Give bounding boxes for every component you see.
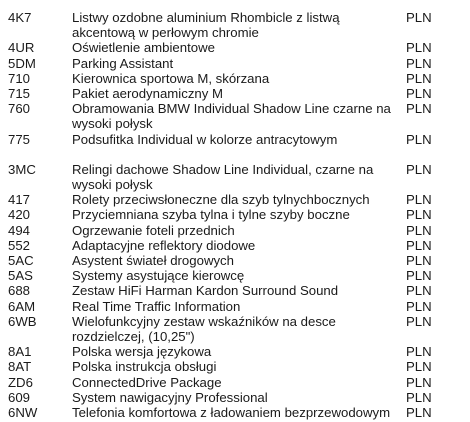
option-currency: PLN: [406, 359, 432, 375]
option-code: ZD6: [8, 374, 33, 390]
option-currency: PLN: [406, 405, 432, 421]
option-code: 3MC: [8, 161, 36, 177]
list-item: [0, 344, 470, 359]
option-currency: PLN: [406, 207, 432, 223]
option-code: 6AM: [8, 298, 36, 314]
option-currency: PLN: [406, 86, 432, 102]
option-description: Polska wersja językowa: [72, 344, 212, 360]
option-currency: PLN: [406, 389, 432, 405]
option-code: 552: [8, 237, 31, 253]
list-item: [0, 299, 470, 314]
option-description: Pakiet aerodynamiczny M: [72, 86, 223, 102]
option-currency: PLN: [406, 237, 432, 253]
option-currency: PLN: [406, 298, 432, 314]
list-item: [0, 283, 470, 298]
list-item: [0, 207, 470, 222]
option-description: Przyciemniana szyba tylna i tylne szyby boczne: [72, 207, 350, 223]
list-item: [0, 268, 470, 283]
list-item: [0, 86, 470, 101]
option-code: 6NW: [8, 405, 38, 421]
list-item: [0, 359, 470, 374]
option-code: 4UR: [8, 40, 35, 56]
list-item: [0, 375, 470, 390]
list-item: [0, 71, 470, 86]
option-code: 420: [8, 207, 31, 223]
option-currency: PLN: [406, 101, 432, 117]
option-code: 5AC: [8, 253, 34, 269]
option-code: 6WB: [8, 313, 37, 329]
option-description: Ogrzewanie foteli przednich: [72, 222, 235, 238]
list-item: [0, 390, 470, 405]
option-description: Polska instrukcja obsługi: [72, 359, 217, 375]
option-description: Wielofunkcyjny zestaw wskaźników na desce rozdzielczej, (10,25"): [72, 313, 336, 345]
option-code: 417: [8, 192, 31, 208]
list-item: [0, 238, 470, 253]
option-description: ConnectedDrive Package: [72, 374, 222, 390]
list-item: [0, 192, 470, 207]
equipment-list: [0, 10, 470, 420]
list-item: [0, 223, 470, 238]
option-description: Systemy asystujące kierowcę: [72, 268, 245, 284]
option-code: 8AT: [8, 359, 32, 375]
option-currency: PLN: [406, 253, 432, 269]
option-currency: PLN: [406, 283, 432, 299]
option-description: System nawigacyjny Professional: [72, 389, 268, 405]
option-description: Rolety przeciwsłoneczne dla szyb tylnychbocznych: [72, 192, 370, 208]
list-item: [0, 132, 470, 147]
option-code: 5AS: [8, 268, 33, 284]
option-currency: PLN: [406, 344, 432, 360]
option-code: 715: [8, 86, 31, 102]
option-currency: PLN: [406, 222, 432, 238]
option-code: 8A1: [8, 344, 32, 360]
option-description: Oświetlenie ambientowe: [72, 40, 215, 56]
option-description: Adaptacyjne reflektory diodowe: [72, 237, 256, 253]
list-item: [0, 253, 470, 268]
option-currency: PLN: [406, 40, 432, 56]
option-description: Zestaw HiFi Harman Kardon Surround Sound: [72, 283, 339, 299]
option-currency: PLN: [406, 70, 432, 86]
option-currency: PLN: [406, 268, 432, 284]
option-description: Telefonia komfortowa z ładowaniem bezprzewodowym: [72, 405, 391, 421]
option-description: Real Time Traffic Information: [72, 298, 241, 314]
option-description: Kierownica sportowa M, skórzana: [72, 70, 270, 86]
list-item: [0, 101, 470, 131]
option-description: Parking Assistant: [72, 55, 174, 71]
option-description: Listwy ozdobne aluminium Rhombicle z listwą akcentową w perłowym chromie: [72, 10, 340, 41]
option-currency: PLN: [406, 10, 432, 25]
option-description: Podsufitka Individual w kolorze antracytowym: [72, 131, 338, 147]
option-code: 4K7: [8, 10, 32, 25]
option-currency: PLN: [406, 313, 432, 329]
list-item: [0, 314, 470, 344]
option-code: 760: [8, 101, 31, 117]
list-item: [0, 405, 470, 420]
option-description: Asystent świateł drogowych: [72, 253, 234, 269]
list-item: [0, 10, 470, 40]
option-description: Obramowania BMW Individual Shadow Line czarne na wysoki połysk: [72, 101, 391, 132]
option-currency: PLN: [406, 55, 432, 71]
option-code: 710: [8, 70, 31, 86]
list-item: [0, 56, 470, 71]
option-code: 688: [8, 283, 31, 299]
option-currency: PLN: [406, 131, 432, 147]
option-currency: PLN: [406, 161, 432, 177]
list-item: [0, 40, 470, 55]
option-code: 775: [8, 131, 31, 147]
option-code: 609: [8, 389, 31, 405]
option-currency: PLN: [406, 192, 432, 208]
option-code: 5DM: [8, 55, 36, 71]
list-item: [0, 162, 470, 192]
option-description: Relingi dachowe Shadow Line Individual, czarne na wysoki połysk: [72, 161, 374, 193]
option-currency: PLN: [406, 374, 432, 390]
option-code: 494: [8, 222, 31, 238]
